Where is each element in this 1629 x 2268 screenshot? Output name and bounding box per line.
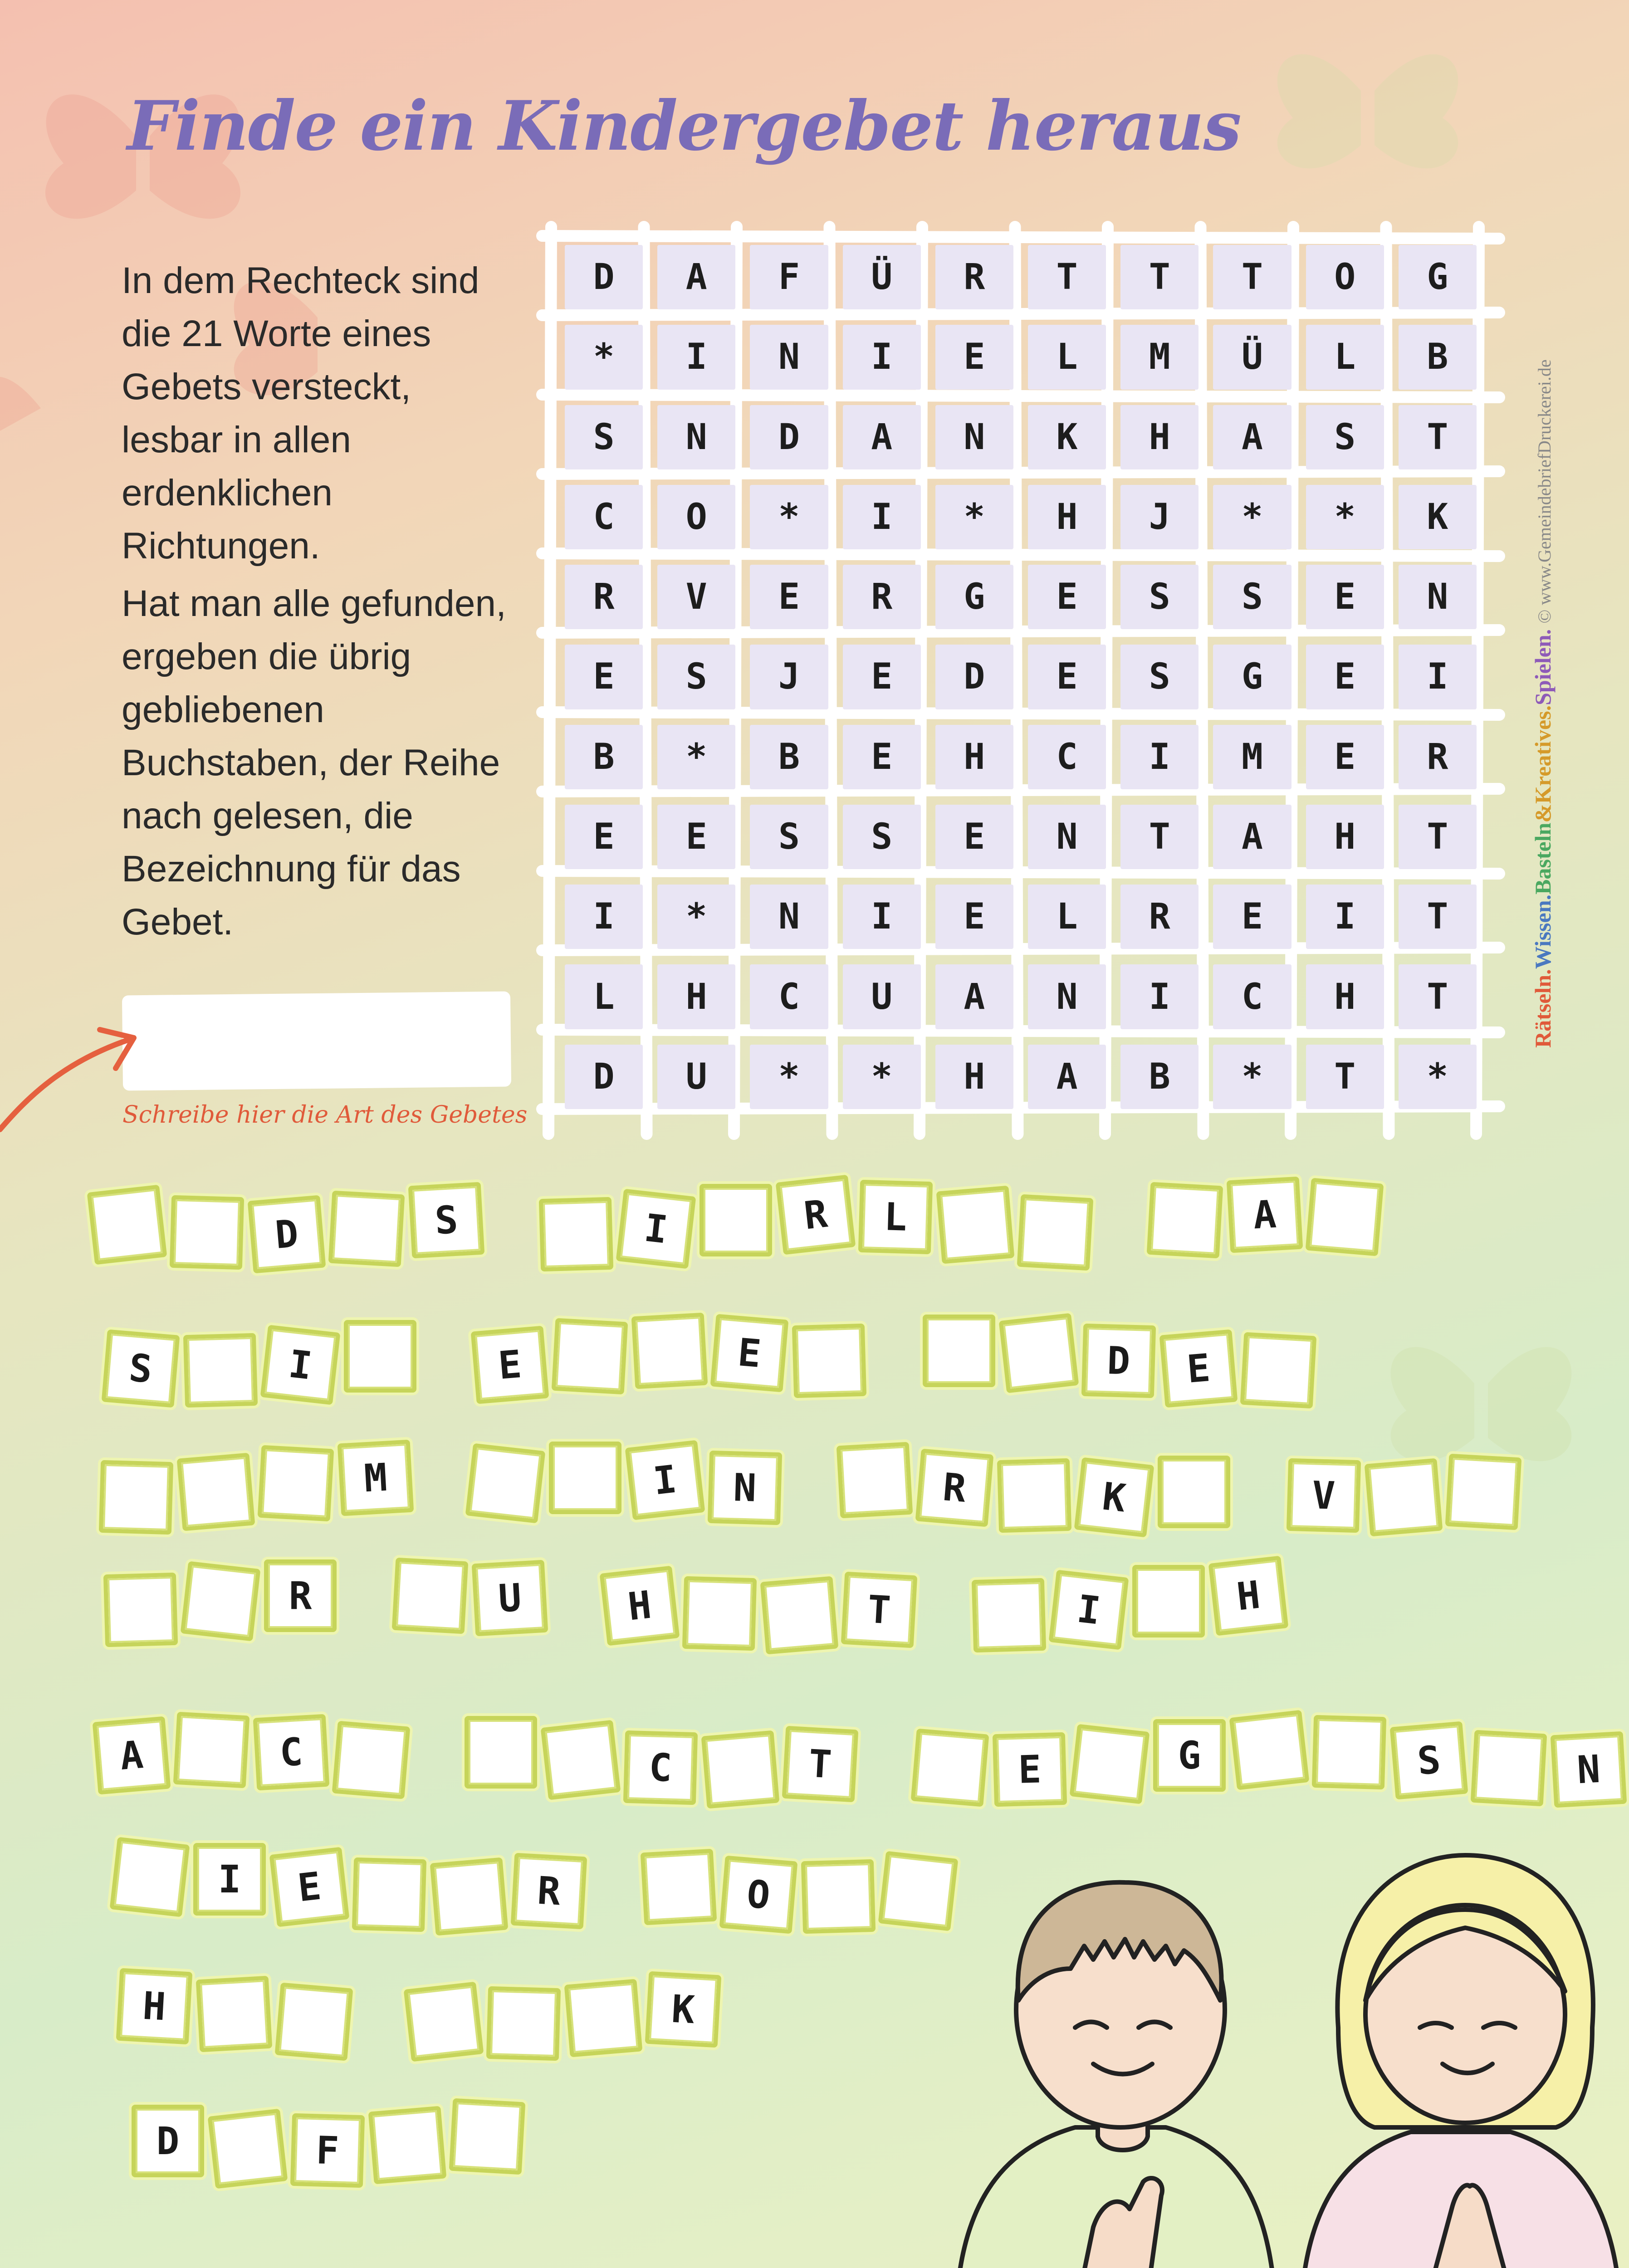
grid-cell: R [843,565,921,629]
letter-tile[interactable]: I [1049,1570,1129,1650]
letter-tile[interactable]: C [623,1730,698,1805]
grid-cell: * [750,1045,828,1109]
letter-tile[interactable] [564,1979,643,2058]
letter-tile[interactable] [430,1857,509,1936]
letter-tile[interactable] [170,1195,244,1270]
instructions-paragraph-1: In dem Rechteck sind die 21 Worte eines Gebets versteckt, lesbar in allen erdenklichen Richtungen. [122,260,479,567]
grid-cell: S [657,645,735,709]
grid-cell: E [750,565,828,629]
grid-cell: G [1399,245,1477,309]
grid-cell: T [1306,1045,1384,1109]
grid-cell: I [1120,964,1199,1029]
grid-cell: A [1028,1045,1106,1109]
grid-cell: H [935,725,1013,789]
grid-cell: T [1399,964,1477,1029]
grid-cell: K [1399,485,1477,549]
grid-cell: B [750,725,828,789]
grid-cell: E [1028,565,1106,629]
grid-cell: I [1306,885,1384,949]
letter-tile[interactable] [181,1561,261,1642]
grid-cell: U [657,1045,735,1109]
letter-tile[interactable]: V [1287,1458,1361,1533]
letter-tile[interactable] [332,1721,411,1799]
grid-cell: E [565,805,643,869]
grid-cell: E [1028,645,1106,709]
letter-tile[interactable] [465,1716,537,1789]
letter-tile[interactable]: A [1227,1177,1303,1253]
letter-tile[interactable]: M [338,1440,414,1516]
letter-tile[interactable] [183,1333,258,1408]
letter-tile[interactable] [87,1185,167,1265]
grid-cell: D [750,405,828,469]
letter-tile[interactable] [923,1315,995,1387]
grid-cell: S [1120,565,1199,629]
grid-cell: N [1028,964,1106,1029]
grid-cell: * [657,725,735,789]
letter-tile[interactable]: R [264,1559,337,1632]
letter-tile[interactable]: D [132,2105,204,2177]
grid-cell: H [657,964,735,1029]
grid-cell: M [1213,725,1291,789]
letter-tile[interactable]: H [116,1968,193,2045]
butterfly-decoration [1361,1270,1629,1588]
grid-cell: E [843,645,921,709]
letter-tile[interactable]: S [1390,1721,1468,1799]
grid-cell: O [1306,245,1384,309]
letter-tile[interactable]: T [782,1726,859,1803]
letter-tile[interactable] [404,1982,484,2062]
letter-tile[interactable]: F [290,2113,365,2188]
grid-cell: N [750,885,828,949]
grid-cell: N [935,405,1013,469]
letter-tile[interactable] [258,1445,334,1522]
letter-tile[interactable] [1017,1194,1094,1271]
letter-tile[interactable] [1070,1724,1150,1804]
letter-tile[interactable]: H [600,1566,680,1646]
grid-cell: * [843,1045,921,1109]
letter-tile[interactable]: I [260,1325,341,1405]
grid-cell: S [843,805,921,869]
letter-tile[interactable] [99,1460,173,1535]
letter-tile[interactable] [1147,1182,1223,1259]
letter-tile[interactable]: S [102,1330,180,1408]
grid-cell: A [1213,405,1291,469]
letter-tile[interactable] [486,1986,561,2061]
letter-tile[interactable]: R [915,1449,994,1527]
letter-tile[interactable]: I [193,1843,266,1916]
letter-tile[interactable] [539,1197,613,1271]
letter-tile[interactable] [641,1849,717,1926]
grid-cell: * [935,485,1013,549]
letter-grid [565,245,1477,1109]
grid-cell: D [565,1045,643,1109]
letter-tile[interactable] [1132,1565,1205,1637]
grid-cell: N [1028,805,1106,869]
letter-tile[interactable] [911,1729,989,1807]
letter-tile[interactable] [1445,1454,1522,1530]
letter-tile[interactable] [1365,1458,1443,1537]
letter-tile[interactable] [392,1558,469,1634]
letter-tile[interactable] [700,1184,772,1256]
grid-cell: N [1399,565,1477,629]
letter-tile[interactable]: E [471,1326,549,1404]
grid-cell: E [1306,725,1384,789]
grid-cell: * [1399,1045,1477,1109]
grid-cell: H [1028,485,1106,549]
grid-cell: T [1028,245,1106,309]
grid-cell: K [1028,405,1106,469]
letter-tile[interactable] [196,1976,273,2053]
letter-tile[interactable] [344,1320,416,1393]
praying-children-illustration [930,1837,1629,2268]
grid-cell: L [1028,325,1106,389]
grid-cell: I [1120,725,1199,789]
grid-cell: B [1120,1045,1199,1109]
grid-cell: H [1306,805,1384,869]
grid-cell: G [1213,645,1291,709]
letter-tile[interactable]: G [1153,1719,1226,1792]
letter-tile[interactable] [1471,1730,1547,1806]
answer-hint: Schreibe hier die Art des Gebetes [122,1101,528,1129]
letter-tile[interactable] [997,1458,1071,1533]
letter-tile[interactable]: I [625,1440,705,1520]
grid-cell: I [657,325,735,389]
grid-cell: U [843,964,921,1029]
letter-tile[interactable] [177,1453,255,1531]
instructions [122,254,521,953]
grid-cell: I [843,885,921,949]
letter-tile[interactable]: L [858,1180,933,1254]
letter-tile[interactable]: D [248,1195,326,1274]
letter-tile[interactable] [552,1318,628,1395]
grid-cell: A [1213,805,1291,869]
answer-field[interactable] [122,992,511,1091]
grid-cell: * [657,885,735,949]
letter-tile[interactable]: E [1159,1330,1238,1408]
grid-cell: F [750,245,828,309]
letter-tile[interactable]: E [269,1847,350,1927]
grid-cell: H [1120,405,1199,469]
letter-tile[interactable] [1306,1178,1384,1256]
letter-tile[interactable]: R [511,1853,587,1930]
grid-cell: Ü [843,245,921,309]
letter-tile[interactable]: U [472,1560,548,1637]
grid-cell: E [657,805,735,869]
letter-tile[interactable] [936,1186,1015,1264]
grid-cell: * [1213,1045,1291,1109]
letter-tile[interactable] [682,1576,757,1651]
letter-tile[interactable] [103,1573,178,1647]
grid-cell: B [565,725,643,789]
letter-tile[interactable] [792,1324,866,1398]
letter-tile[interactable] [1240,1332,1317,1409]
grid-cell: I [843,325,921,389]
letter-tile[interactable]: N [708,1451,782,1525]
grid-cell: R [565,565,643,629]
letter-tile[interactable]: E [993,1732,1067,1807]
letter-tile[interactable] [110,1837,190,1917]
grid-cell: R [935,245,1013,309]
publisher-credit: Rätseln.Wissen.Basteln&Kreatives.Spielen. © www.GemeindebriefDruckerei.de [1530,359,1556,1048]
grid-cell: V [657,565,735,629]
letter-tile[interactable] [541,1720,621,1800]
grid-cell: S [1213,565,1291,629]
grid-cell: E [935,885,1013,949]
letter-tile[interactable]: D [1081,1324,1156,1398]
letter-tile[interactable] [972,1578,1046,1652]
letter-tile[interactable] [352,1857,426,1932]
grid-cell: H [1306,964,1384,1029]
grid-cell: I [565,885,643,949]
letter-tile[interactable]: O [719,1856,798,1934]
grid-cell: E [935,805,1013,869]
grid-cell: R [1399,725,1477,789]
letter-tile[interactable] [368,2106,447,2185]
grid-cell: O [657,485,735,549]
letter-tile[interactable]: C [253,1714,330,1791]
letter-tile[interactable] [465,1443,546,1524]
grid-cell: G [935,565,1013,629]
letter-tile[interactable]: H [1208,1556,1289,1636]
grid-cell: D [565,245,643,309]
letter-tile[interactable]: E [710,1314,789,1393]
grid-cell: L [1306,325,1384,389]
grid-cell: * [750,485,828,549]
letter-tile[interactable] [837,1442,913,1519]
letter-tile[interactable] [801,1859,876,1934]
page-title: Finde ein Kindergebet heraus [127,86,1241,166]
grid-cell: S [1306,405,1384,469]
grid-cell: Ü [1213,325,1291,389]
grid-cell: A [843,405,921,469]
grid-cell: T [1399,805,1477,869]
letter-tile[interactable] [173,1712,250,1789]
grid-cell: * [565,325,643,389]
grid-cell: M [1120,325,1199,389]
letter-tile[interactable]: T [841,1572,918,1648]
grid-cell: J [750,645,828,709]
grid-cell: R [1120,885,1199,949]
grid-cell: E [1306,645,1384,709]
letter-tile[interactable] [328,1191,405,1267]
grid-cell: E [843,725,921,789]
letter-tile[interactable] [1229,1710,1310,1790]
grid-cell: A [657,245,735,309]
grid-cell: N [657,405,735,469]
grid-cell: C [1028,725,1106,789]
grid-cell: I [1399,645,1477,709]
letter-tile[interactable] [760,1576,839,1655]
grid-cell: L [565,964,643,1029]
letter-tile[interactable] [631,1313,708,1389]
grid-cell: N [750,325,828,389]
grid-cell: E [1213,885,1291,949]
grid-cell: C [750,964,828,1029]
letter-tile[interactable] [1312,1715,1386,1789]
letter-tile[interactable]: R [776,1175,856,1255]
grid-cell: D [935,645,1013,709]
grid-cell: S [1120,645,1199,709]
grid-cell: * [1306,485,1384,549]
letter-tile[interactable] [549,1442,621,1514]
instructions-paragraph-2: Hat man alle gefunden, ergeben die übrig gebliebenen Buchstaben, der Reihe nach gelesen, die Bezeichnung für das Gebet. [122,583,506,943]
grid-cell: S [565,405,643,469]
grid-cell: C [565,485,643,549]
grid-cell: L [1028,885,1106,949]
letter-tile[interactable] [449,2098,526,2175]
grid-cell: H [935,1045,1013,1109]
letter-tile[interactable] [208,2109,288,2189]
letter-tile[interactable] [999,1313,1079,1393]
grid-cell: T [1120,245,1199,309]
grid-cell: J [1120,485,1199,549]
grid-cell: * [1213,485,1291,549]
grid-cell: T [1120,805,1199,869]
letter-tile[interactable]: S [408,1182,485,1259]
letter-tile[interactable]: N [1551,1731,1627,1808]
grid-cell: A [935,964,1013,1029]
grid-cell: C [1213,964,1291,1029]
letter-tile[interactable]: A [93,1716,171,1795]
grid-cell: E [935,325,1013,389]
grid-cell: B [1399,325,1477,389]
letter-tile[interactable] [1158,1456,1230,1528]
grid-cell: T [1399,885,1477,949]
grid-cell: T [1399,405,1477,469]
grid-cell: T [1213,245,1291,309]
letter-tile[interactable]: K [1074,1457,1154,1538]
letter-tile[interactable] [701,1730,780,1809]
grid-cell: E [1306,565,1384,629]
grid-cell: E [565,645,643,709]
letter-tile[interactable]: K [645,1971,722,2048]
grid-cell: S [750,805,828,869]
letter-tile[interactable] [275,1983,353,2061]
grid-cell: I [843,485,921,549]
letter-tile[interactable]: I [616,1189,696,1269]
